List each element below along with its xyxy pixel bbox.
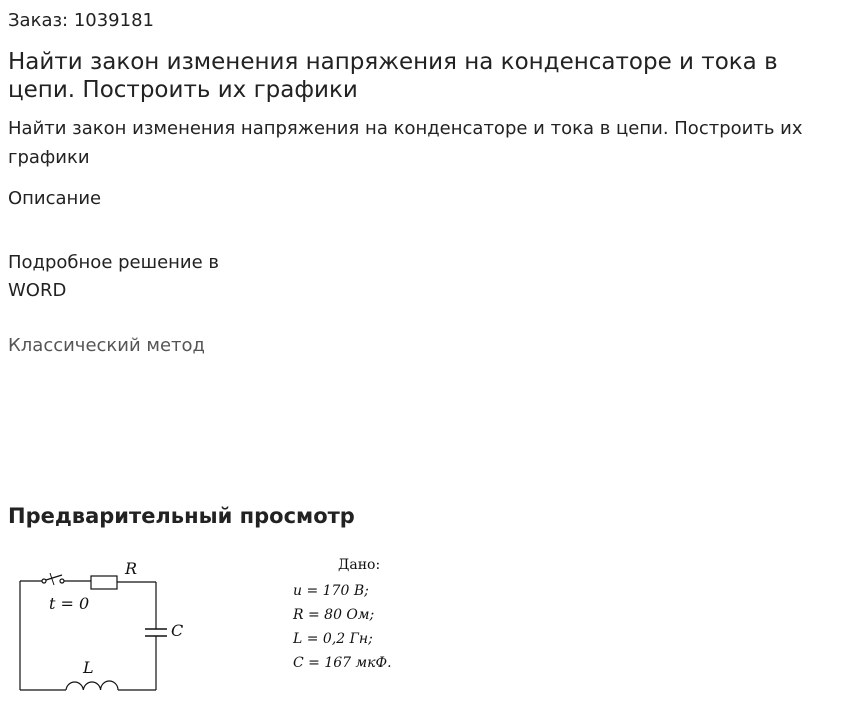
task-statement: Найти закон изменения напряжения на конденсаторе и тока в цепи. Построить их графики (8, 118, 803, 168)
given-title: Дано: (338, 557, 381, 573)
description-text: Подробное решение в WORD (8, 252, 220, 301)
given-line: C = 167 мкФ. (293, 655, 392, 671)
capacitor-symbol (145, 629, 167, 636)
resistor-symbol (91, 576, 117, 589)
method-text: Классический метод (8, 335, 205, 356)
given-line: R = 80 Ом; (293, 607, 375, 623)
given-line: L = 0,2 Гн; (293, 631, 373, 647)
order-number: Заказ: 1039181 (8, 10, 154, 31)
resistor-label: R (125, 559, 138, 578)
given-line: u = 170 В; (293, 583, 369, 599)
page-title: Найти закон изменения напряжения на конденсаторе и тока в цепи. Построить их графики (8, 49, 778, 103)
given-values (292, 557, 392, 671)
inductor-symbol (66, 681, 118, 690)
inductor-label: L (83, 658, 94, 677)
preview-image (0, 545, 420, 705)
switch-symbol (42, 573, 64, 585)
description-label: Описание (8, 188, 102, 209)
preview-heading: Предварительный просмотр (8, 504, 355, 528)
switch-label: t = 0 (49, 594, 90, 613)
capacitor-label: C (171, 621, 184, 640)
